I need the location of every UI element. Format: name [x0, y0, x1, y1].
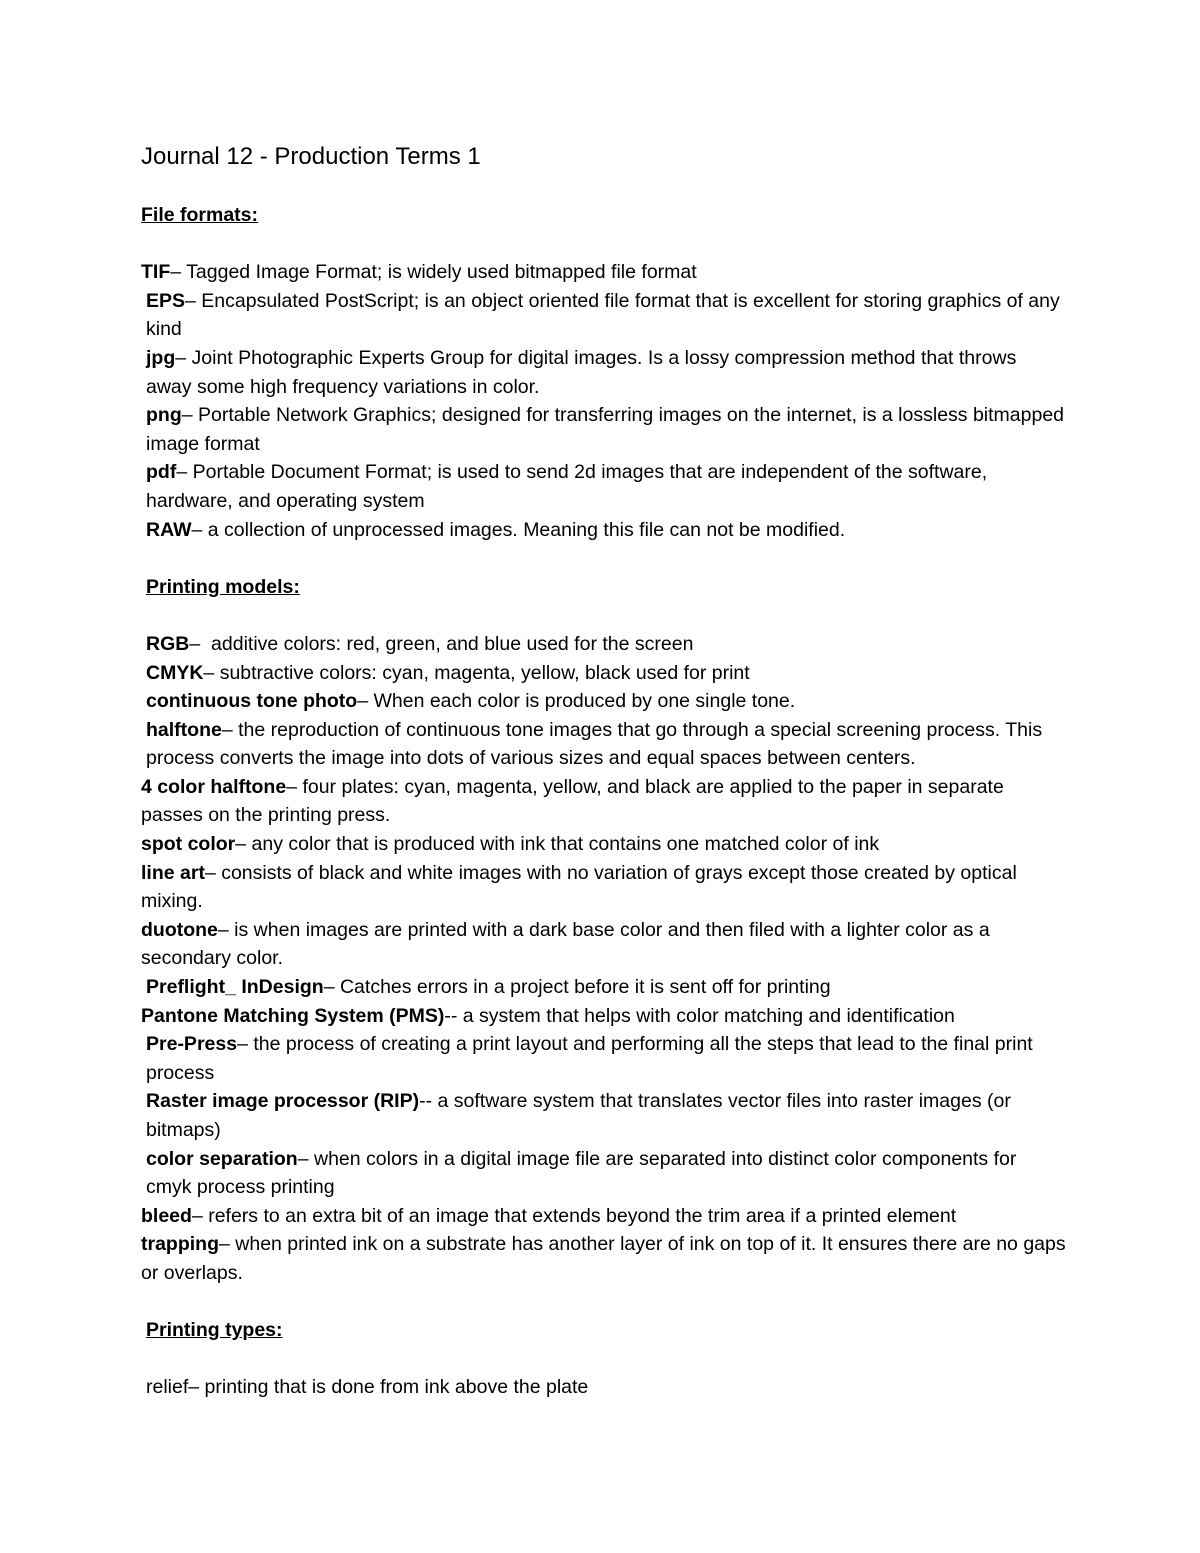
term-separator: –	[237, 1033, 254, 1056]
term-entry	[141, 516, 1066, 545]
term-entry	[141, 1030, 1066, 1087]
term-separator: –	[189, 632, 212, 655]
term-entry	[141, 916, 1066, 973]
term-definition: four plates: cyan, magenta, yellow, and black are applied to the paper in separate passes on the printing press.	[141, 775, 1004, 827]
term-entry	[141, 659, 1066, 688]
term-entry	[141, 716, 1066, 773]
term-name: Pre-Press	[146, 1033, 238, 1056]
term-definition: when printed ink on a substrate has another layer of ink on top of it. It ensures there are no gaps or overlaps.	[141, 1233, 1066, 1284]
term-name: jpg	[146, 346, 176, 369]
term-separator: --	[444, 1004, 463, 1027]
term-entry	[141, 773, 1066, 830]
term-definition: the process of creating a print layout and performing all the steps that lead to the final print process	[146, 1033, 1033, 1084]
blank-line	[141, 601, 1066, 630]
term-name: pdf	[146, 461, 177, 484]
term-definition: a system that helps with color matching and identification	[462, 1004, 955, 1027]
term-name: EPS	[146, 289, 186, 312]
term-entry	[141, 973, 1066, 1002]
term-separator: –	[221, 718, 239, 741]
term-entry	[141, 258, 1066, 287]
term-entry	[141, 458, 1066, 515]
term-definition: a collection of unprocessed images. Meaning this file can not be modified.	[207, 518, 846, 541]
section-heading: Printing models:	[146, 575, 300, 598]
section-printing-types	[141, 1316, 1066, 1402]
term-name: line art	[141, 861, 205, 884]
term-separator: –	[203, 661, 220, 684]
term-name: Preflight_ InDesign	[146, 976, 324, 999]
term-definition: is when images are printed with a dark base color and then filed with a lighter color as a secondary color.	[141, 918, 990, 970]
term-name: continuous tone photo	[146, 690, 358, 713]
term-definition: refers to an extra bit of an image that extends beyond the trim area if a printed element	[208, 1204, 957, 1227]
term-entry	[141, 630, 1066, 659]
term-separator: –	[235, 833, 252, 856]
term-entry	[141, 830, 1066, 859]
term-definition: Catches errors in a project before it is sent off for printing	[339, 976, 831, 999]
term-entry	[141, 287, 1066, 344]
term-definition: additive colors: red, green, and blue used for the screen	[211, 632, 694, 655]
term-name: CMYK	[146, 661, 204, 684]
term-separator: –	[191, 1204, 209, 1227]
term-name: TIF	[141, 261, 171, 284]
term-name: duotone	[141, 918, 218, 941]
document-body	[141, 140, 1066, 1402]
sections-container	[141, 201, 1066, 1402]
term-separator: –	[181, 404, 198, 427]
term-separator: –	[286, 775, 303, 798]
term-definition: When each color is produced by one single tone.	[373, 690, 796, 713]
term-separator: –	[185, 289, 202, 312]
term-name: Raster image processor (RIP)	[146, 1090, 420, 1113]
term-definition: any color that is produced with ink that contains one matched color of ink	[251, 833, 880, 856]
term-definition: Joint Photographic Experts Group for digital images. Is a lossy compression method that throws away some high frequency variations in color.	[146, 346, 1017, 398]
term-definition: Encapsulated PostScript; is an object oriented file format that is excellent for storing graphics of any kind	[146, 289, 1060, 341]
term-separator: –	[170, 261, 187, 284]
section-heading: File formats:	[141, 204, 259, 226]
term-name: Pantone Matching System (PMS)	[141, 1004, 445, 1027]
term-definition: subtractive colors: cyan, magenta, yellow, black used for print	[219, 661, 750, 684]
term-separator: –	[219, 1233, 236, 1256]
term-separator: –	[191, 518, 208, 541]
term-separator: –	[175, 346, 192, 369]
term-entry	[141, 1087, 1066, 1144]
blank-line	[141, 1345, 1066, 1374]
term-definition: when colors in a digital image file are separated into distinct color components for cmyk process printing	[146, 1147, 1017, 1199]
blank-line	[141, 544, 1066, 573]
term-name: trapping	[141, 1233, 219, 1256]
term-name: halftone	[146, 718, 222, 741]
term-name: RAW	[146, 518, 192, 541]
term-entry	[141, 1202, 1066, 1231]
term-definition: Portable Document Format; is used to send 2d images that are independent of the software, hardware, and operating system	[146, 461, 988, 512]
term-entry	[141, 401, 1066, 458]
term-entry	[141, 1230, 1066, 1287]
section-printing-models	[141, 573, 1066, 1316]
term-entry	[141, 1002, 1066, 1031]
term-entry	[141, 1373, 1066, 1402]
term-name: RGB	[146, 632, 190, 655]
term-definition: Portable Network Graphics; designed for transferring images on the internet, is a lossless bitmapped image format	[146, 404, 1065, 455]
term-name: color separation	[146, 1147, 298, 1170]
term-entry	[141, 1145, 1066, 1202]
term-separator: –	[357, 690, 374, 713]
term-separator: –	[204, 861, 222, 884]
term-entry	[141, 344, 1066, 401]
term-separator: –	[217, 918, 235, 941]
section-heading: Printing types:	[146, 1319, 283, 1342]
term-name: spot color	[141, 833, 236, 856]
term-separator: --	[419, 1090, 438, 1113]
blank-line	[141, 1288, 1066, 1317]
term-entry	[141, 859, 1066, 916]
term-name: png	[146, 404, 182, 427]
term-separator: –	[323, 976, 340, 999]
document-title: Journal 12 - Production Terms 1	[141, 143, 481, 170]
term-entry	[141, 687, 1066, 716]
term-definition: the reproduction of continuous tone images that go through a special screening process. This process converts the image into dots of various sizes and equal spaces between centers.	[146, 718, 1043, 770]
term-name: 4 color halftone	[141, 775, 287, 798]
term-name: bleed	[141, 1204, 192, 1227]
term-definition: consists of black and white images with no variation of grays except those created by optical mixing.	[141, 861, 1017, 913]
term-definition: relief– printing that is done from ink above the plate	[146, 1376, 589, 1399]
term-separator: –	[297, 1147, 314, 1170]
term-definition: Tagged Image Format; is widely used bitmapped file format	[186, 261, 697, 284]
section-file-formats	[141, 201, 1066, 573]
term-definition: a software system that translates vector files into raster images (or bitmaps)	[146, 1090, 1011, 1141]
blank-line	[141, 230, 1066, 259]
term-separator: –	[176, 461, 193, 484]
